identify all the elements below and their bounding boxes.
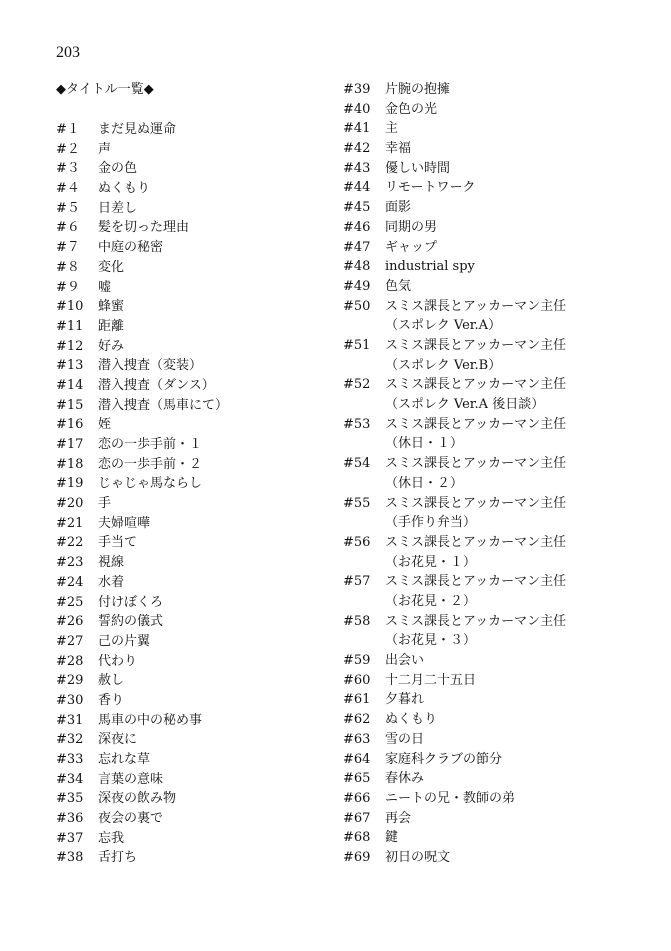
episode-title: 手当て	[98, 535, 138, 551]
episode-title: ぬくもり	[98, 181, 151, 197]
episode-title-block	[98, 474, 202, 494]
episode-title: スミス課長とアッカーマン主任	[385, 377, 567, 393]
list-item	[343, 218, 633, 238]
episode-title: 香り	[98, 692, 125, 708]
episode-number: #55	[343, 495, 371, 511]
episode-title: ぬくもり	[385, 712, 438, 728]
episode-number: #19	[56, 476, 84, 492]
episode-title: 変化	[98, 259, 125, 275]
episode-title-block	[98, 789, 176, 809]
episode-title: スミス課長とアッカーマン主任	[385, 456, 567, 472]
episode-number: #69	[343, 849, 371, 865]
list-item	[56, 474, 346, 494]
episode-title-block	[98, 632, 150, 652]
episode-number: #64	[343, 751, 371, 767]
list-heading: ◆タイトル一覧◆	[56, 82, 154, 97]
episode-title-block	[98, 671, 124, 691]
list-item	[56, 278, 346, 298]
list-item	[343, 159, 633, 179]
episode-number: #36	[56, 811, 84, 827]
episode-number: #14	[56, 377, 84, 393]
episode-title-block	[98, 179, 150, 199]
episode-number: #29	[56, 673, 84, 689]
list-item	[343, 533, 633, 572]
episode-title-block	[98, 691, 124, 711]
episode-number: #１	[56, 122, 80, 137]
episode-number: #67	[343, 810, 371, 826]
list-item	[56, 632, 346, 652]
episode-title: 面影	[385, 200, 412, 216]
episode-title: 雪の日	[385, 731, 425, 747]
list-item	[56, 573, 346, 593]
episode-title: ギャップ	[385, 239, 438, 255]
list-item	[56, 396, 346, 416]
episode-title-block	[98, 218, 189, 238]
episode-subtitle: （スポレク Ver.A 後日談）	[385, 397, 545, 413]
list-item	[343, 651, 633, 671]
episode-number: #56	[343, 534, 371, 550]
episode-number: #18	[56, 456, 84, 472]
list-item	[343, 454, 633, 493]
episode-title: 深夜に	[98, 732, 138, 748]
episode-title: 同期の男	[385, 219, 438, 235]
episode-title: 金色の光	[385, 101, 438, 117]
list-item	[343, 612, 633, 651]
episode-title: スミス課長とアッカーマン主任	[385, 298, 567, 314]
episode-title: スミス課長とアッカーマン主任	[385, 337, 567, 353]
episode-number: #28	[56, 653, 84, 669]
episode-number: #42	[343, 141, 371, 157]
list-item	[343, 730, 633, 750]
episode-title-block	[98, 750, 150, 770]
episode-title-block	[98, 396, 228, 416]
episode-number: #46	[343, 219, 371, 235]
episode-title-block	[385, 139, 411, 159]
list-item	[343, 119, 633, 139]
list-item	[56, 829, 346, 849]
episode-title: 再会	[385, 810, 412, 826]
list-item	[56, 297, 346, 317]
episode-title: 視線	[98, 555, 125, 571]
episode-title-block	[98, 711, 202, 731]
episode-number: #51	[343, 337, 371, 353]
episode-title: 水着	[98, 574, 125, 590]
list-item	[56, 494, 346, 514]
episode-number: #49	[343, 278, 371, 294]
list-item	[56, 593, 346, 613]
episode-number: #２	[56, 141, 80, 157]
episode-subtitle: （スポレク Ver.B）	[385, 357, 502, 373]
episode-title-block	[98, 593, 163, 613]
episode-title: スミス課長とアッカーマン主任	[385, 534, 567, 550]
list-item	[56, 238, 346, 258]
list-item	[56, 652, 346, 672]
list-item	[56, 415, 346, 435]
episode-number: #３	[56, 161, 80, 177]
list-item	[56, 120, 346, 140]
episode-number: #38	[56, 850, 84, 866]
episode-title: 手	[98, 496, 112, 512]
episode-title-block	[385, 80, 450, 100]
episode-title-block	[385, 297, 566, 336]
episode-title: 潜入捜査（馬車にて）	[98, 397, 229, 413]
episode-title-block	[385, 769, 424, 789]
list-item	[343, 297, 633, 336]
episode-number: #20	[56, 496, 84, 512]
list-item	[343, 336, 633, 375]
episode-number: #17	[56, 437, 84, 452]
episode-title: 中庭の秘密	[98, 240, 164, 256]
episode-title: じゃじゃ馬ならし	[98, 476, 203, 492]
episode-title: まだ見ぬ運命	[98, 122, 177, 137]
list-item	[343, 257, 633, 277]
episode-title-block	[98, 435, 202, 455]
episode-title: 潜入捜査（変装）	[98, 358, 203, 374]
episode-number: #８	[56, 259, 80, 275]
episode-title-block	[98, 809, 163, 829]
episode-title: 姪	[98, 417, 112, 433]
list-item	[56, 455, 346, 475]
episode-title: 家庭科クラブの節分	[385, 751, 503, 767]
episode-title-block	[385, 710, 437, 730]
episode-title-block	[98, 455, 202, 475]
episode-number: #21	[56, 515, 84, 531]
episode-title-block	[385, 750, 502, 770]
list-item	[56, 356, 346, 376]
list-item	[343, 828, 633, 848]
episode-subtitle: （休日・２）	[385, 475, 464, 491]
episode-title: 言葉の意味	[98, 771, 164, 787]
episode-title-block	[98, 652, 137, 672]
episode-title: 鍵	[385, 830, 399, 846]
episode-title-block	[98, 730, 137, 750]
episode-title-block	[98, 297, 124, 317]
episode-title-block	[385, 848, 450, 868]
episode-number: #66	[343, 790, 371, 806]
episode-number: #40	[343, 101, 371, 117]
episode-title-block	[385, 533, 566, 572]
episode-title: 夜会の裏で	[98, 811, 164, 827]
list-item	[56, 789, 346, 809]
list-item	[343, 178, 633, 198]
list-item	[56, 435, 346, 455]
page-number: 203	[56, 44, 80, 61]
episode-number: #62	[343, 712, 371, 728]
episode-title-block	[385, 375, 566, 414]
episode-title-block	[98, 258, 124, 278]
list-item	[56, 848, 346, 868]
episode-number: #13	[56, 358, 84, 374]
episode-title: 馬車の中の秘め事	[98, 712, 203, 728]
episode-title: 髪を切った理由	[98, 220, 190, 236]
episode-title: 嘘	[98, 279, 112, 295]
episode-title-block	[98, 140, 111, 160]
episode-number: #４	[56, 181, 80, 197]
episode-title: 舌打ち	[98, 850, 138, 866]
list-item	[343, 710, 633, 730]
list-item	[56, 140, 346, 160]
episode-title: 蜂蜜	[98, 299, 125, 315]
list-item	[343, 572, 633, 611]
episode-title: 色気	[385, 278, 412, 294]
list-item	[56, 750, 346, 770]
list-item	[343, 848, 633, 868]
episode-title-block	[385, 494, 566, 533]
episode-title: 春休み	[385, 771, 425, 787]
episode-number: #60	[343, 672, 371, 688]
episode-title-block	[98, 376, 215, 396]
episode-title-block	[98, 120, 176, 140]
episode-title: 片腕の抱擁	[385, 82, 451, 97]
episode-title-block	[98, 356, 202, 376]
episode-title: 声	[98, 141, 112, 157]
list-item	[56, 671, 346, 691]
episode-title-block	[385, 828, 398, 848]
list-item	[56, 337, 346, 357]
list-item	[56, 159, 346, 179]
episode-title: ニートの兄・教師の弟	[385, 790, 516, 806]
episode-number: #30	[56, 692, 84, 708]
episode-title-block	[98, 514, 150, 534]
episode-title: 己の片翼	[98, 633, 151, 649]
episode-title: 恋の一歩手前・１	[98, 437, 203, 452]
list-item	[343, 690, 633, 710]
list-item	[56, 770, 346, 790]
list-item	[343, 750, 633, 770]
list-item	[56, 612, 346, 632]
list-item	[56, 258, 346, 278]
episode-title-block	[385, 809, 411, 829]
episode-title-block	[98, 494, 111, 514]
title-list-right-column	[343, 80, 633, 868]
episode-title: industrial spy	[385, 259, 475, 275]
episode-subtitle: （お花見・３）	[385, 633, 477, 649]
episode-number: #23	[56, 555, 84, 571]
episode-number: #45	[343, 200, 371, 216]
episode-number: #24	[56, 574, 84, 590]
episode-title: 夫婦喧嘩	[98, 515, 151, 531]
episode-title-block	[385, 198, 411, 218]
episode-title: 深夜の飲み物	[98, 791, 177, 807]
episode-number: #43	[343, 160, 371, 176]
episode-title: スミス課長とアッカーマン主任	[385, 574, 567, 590]
episode-number: #12	[56, 338, 84, 354]
episode-title-block	[98, 533, 137, 553]
episode-title-block	[385, 612, 566, 651]
episode-number: #27	[56, 633, 84, 649]
episode-number: #54	[343, 456, 371, 472]
episode-number: #10	[56, 299, 84, 315]
episode-number: #16	[56, 417, 84, 433]
episode-number: #22	[56, 535, 84, 551]
episode-title: 誓約の儀式	[98, 614, 164, 630]
episode-subtitle: （スポレク Ver.A）	[385, 318, 502, 334]
episode-title-block	[98, 278, 111, 298]
episode-title: スミス課長とアッカーマン主任	[385, 416, 567, 432]
episode-title-block	[385, 789, 515, 809]
episode-title-block	[385, 730, 424, 750]
list-item	[343, 415, 633, 454]
episode-number: #63	[343, 731, 371, 747]
episode-number: #44	[343, 180, 371, 196]
episode-title-block	[385, 572, 566, 611]
episode-title-block	[385, 454, 566, 493]
list-item	[343, 494, 633, 533]
list-item	[343, 100, 633, 120]
episode-number: #41	[343, 121, 371, 137]
episode-subtitle: （休日・１）	[385, 436, 464, 452]
episode-title: スミス課長とアッカーマン主任	[385, 613, 567, 629]
episode-title-block	[385, 159, 450, 179]
episode-title: 出会い	[385, 653, 425, 669]
list-item	[56, 514, 346, 534]
episode-title: 十二月二十五日	[385, 672, 477, 688]
episode-title: 好み	[98, 338, 125, 354]
list-item	[343, 198, 633, 218]
episode-title: 主	[385, 121, 399, 137]
episode-number: #６	[56, 220, 80, 236]
episode-title: 距離	[98, 318, 125, 334]
episode-number: #25	[56, 594, 84, 610]
episode-title-block	[98, 159, 137, 179]
episode-number: #47	[343, 239, 371, 255]
episode-title: 金の色	[98, 161, 138, 177]
episode-number: #48	[343, 259, 371, 275]
episode-title: リモートワーク	[385, 180, 476, 196]
episode-number: #52	[343, 377, 371, 393]
list-item	[343, 238, 633, 258]
list-item	[343, 375, 633, 414]
list-item	[56, 179, 346, 199]
episode-number: #50	[343, 298, 371, 314]
episode-number: #58	[343, 613, 371, 629]
episode-title: 代わり	[98, 653, 138, 669]
episode-title-block	[98, 553, 124, 573]
episode-number: #26	[56, 614, 84, 630]
episode-title: 優しい時間	[385, 160, 451, 176]
episode-title-block	[385, 178, 475, 198]
list-item	[56, 553, 346, 573]
episode-title-block	[385, 336, 566, 375]
episode-subtitle: （お花見・１）	[385, 554, 477, 570]
list-item	[343, 789, 633, 809]
episode-number: #37	[56, 830, 84, 846]
episode-number: #57	[343, 574, 371, 590]
episode-title-block	[98, 829, 124, 849]
episode-title-block	[385, 671, 476, 691]
episode-title: 潜入捜査（ダンス）	[98, 377, 215, 393]
list-item	[343, 277, 633, 297]
list-item	[343, 671, 633, 691]
episode-title: 赦し	[98, 673, 125, 689]
list-item	[56, 218, 346, 238]
episode-title-block	[385, 119, 398, 139]
episode-number: #31	[56, 712, 84, 728]
episode-number: #61	[343, 692, 371, 708]
episode-number: #11	[56, 318, 84, 334]
episode-title: 日差し	[98, 200, 138, 216]
episode-subtitle: （手作り弁当）	[385, 515, 477, 531]
title-list-left-column	[56, 120, 346, 868]
episode-number: #39	[343, 82, 371, 97]
episode-title-block	[385, 100, 437, 120]
episode-title-block	[98, 199, 137, 219]
episode-title-block	[385, 218, 437, 238]
episode-number: #68	[343, 830, 371, 846]
list-item	[56, 711, 346, 731]
episode-title-block	[98, 415, 111, 435]
episode-number: #９	[56, 279, 80, 295]
list-item	[56, 809, 346, 829]
episode-title-block	[385, 238, 437, 258]
list-item	[56, 199, 346, 219]
episode-title: 夕暮れ	[385, 692, 425, 708]
episode-title: 忘れな草	[98, 752, 151, 767]
episode-number: #32	[56, 732, 84, 748]
episode-number: #34	[56, 771, 84, 787]
episode-number: #53	[343, 416, 371, 432]
list-item	[343, 80, 633, 100]
episode-title-block	[385, 690, 424, 710]
episode-title-block	[98, 770, 163, 790]
episode-title-block	[385, 415, 566, 454]
episode-number: #59	[343, 653, 371, 669]
episode-title-block	[385, 277, 411, 297]
list-item	[56, 533, 346, 553]
episode-title-block	[98, 612, 163, 632]
list-item	[56, 730, 346, 750]
episode-number: #35	[56, 791, 84, 807]
episode-number: #７	[56, 240, 80, 256]
episode-number: #65	[343, 771, 371, 787]
episode-title: 初日の呪文	[385, 849, 451, 865]
list-item	[343, 769, 633, 789]
episode-title-block	[98, 317, 124, 337]
list-item	[56, 317, 346, 337]
episode-title-block	[98, 848, 137, 868]
episode-title-block	[385, 257, 475, 277]
episode-title: スミス課長とアッカーマン主任	[385, 495, 567, 511]
list-item	[343, 139, 633, 159]
episode-title-block	[98, 573, 124, 593]
list-item	[56, 691, 346, 711]
episode-subtitle: （お花見・２）	[385, 594, 477, 609]
list-item	[56, 376, 346, 396]
list-item	[343, 809, 633, 829]
episode-title-block	[98, 238, 163, 258]
episode-number: #５	[56, 200, 80, 216]
episode-number: #33	[56, 752, 84, 767]
episode-title: 付けぼくろ	[98, 594, 164, 610]
episode-number: #15	[56, 397, 84, 413]
episode-title-block	[98, 337, 124, 357]
episode-title: 忘我	[98, 830, 125, 846]
episode-title: 幸福	[385, 141, 412, 157]
episode-title-block	[385, 651, 424, 671]
episode-title: 恋の一歩手前・２	[98, 456, 203, 472]
